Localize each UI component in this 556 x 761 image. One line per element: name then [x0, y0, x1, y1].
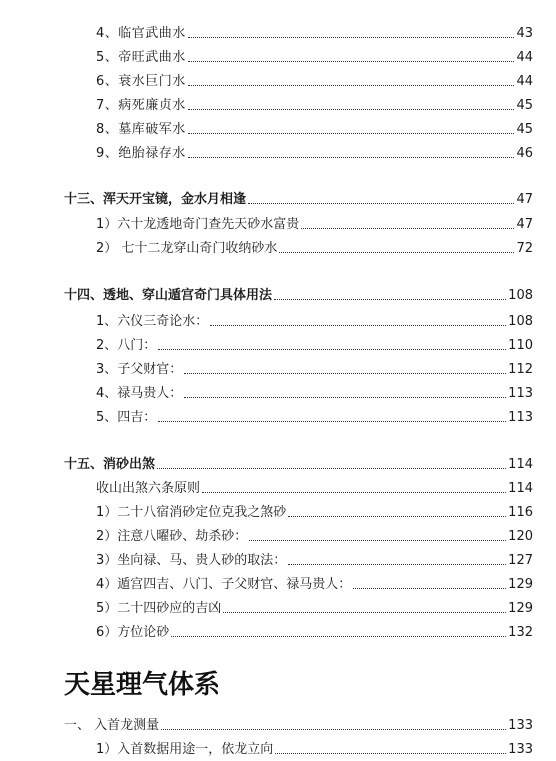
toc-entry-page: 108 — [508, 314, 533, 329]
toc-entry-page: 114 — [508, 457, 533, 472]
toc-entry-page: 45 — [516, 122, 533, 137]
chapter-heading: 天星理气体系 — [64, 670, 221, 700]
toc-entry[interactable] — [96, 738, 533, 758]
toc-entry-page: 72 — [516, 241, 533, 256]
toc-entry[interactable] — [96, 46, 533, 66]
dot-leader — [171, 636, 506, 637]
toc-entry-page: 114 — [508, 481, 533, 496]
toc-entry[interactable] — [96, 118, 533, 138]
toc-entry-label: 2、八门： — [96, 338, 157, 353]
toc-section-15[interactable] — [64, 453, 533, 473]
toc-section-14[interactable] — [64, 284, 533, 304]
toc-entry-page: 129 — [508, 601, 533, 616]
toc-entry-label: 6、衰水巨门水 — [96, 74, 186, 89]
toc-entry[interactable] — [96, 310, 533, 330]
toc-entry[interactable] — [96, 70, 533, 90]
dot-leader — [353, 588, 506, 589]
toc-entry[interactable] — [96, 597, 533, 617]
toc-entry-label: 6）方位论砂 — [96, 625, 170, 640]
toc-section-final[interactable] — [64, 714, 533, 734]
toc-entry-page: 43 — [516, 26, 533, 41]
toc-entry-page: 47 — [516, 217, 533, 232]
dot-leader — [301, 228, 514, 229]
toc-entry-label: 4、临官武曲水 — [96, 26, 186, 41]
dot-leader — [202, 492, 506, 493]
toc-entry-page: 113 — [508, 410, 533, 425]
toc-entry[interactable] — [96, 142, 533, 162]
toc-entry[interactable] — [96, 501, 533, 521]
dot-leader — [188, 85, 515, 86]
toc-entry-label: 2）注意八曜砂、劫杀砂： — [96, 529, 248, 544]
toc-entry-label: 2） 七十二龙穿山奇门收纳砂水 — [96, 241, 278, 256]
toc-entry-page: 112 — [508, 362, 533, 377]
toc-entry-label: 5、四吉： — [96, 410, 157, 425]
toc-entry[interactable] — [96, 477, 533, 497]
dot-leader — [249, 540, 506, 541]
dot-leader — [223, 612, 506, 613]
dot-leader — [158, 349, 506, 350]
toc-entry[interactable] — [96, 549, 533, 569]
toc-entry-page: 129 — [508, 577, 533, 592]
toc-entry-page: 133 — [508, 742, 533, 757]
dot-leader — [188, 133, 515, 134]
toc-section-13[interactable] — [64, 188, 533, 208]
toc-entry-label: 4）遁宫四吉、八门、子父财官、禄马贵人： — [96, 577, 352, 592]
toc-entry[interactable] — [96, 22, 533, 42]
toc-section-title: 十四、透地、穿山遁宫奇门具体用法 — [64, 288, 273, 303]
toc-entry[interactable] — [96, 525, 533, 545]
toc-entry-label: 1、六仪三奇论水： — [96, 314, 209, 329]
toc-entry-label: 9、绝胎禄存水 — [96, 146, 186, 161]
dot-leader — [288, 564, 506, 565]
toc-entry-label: 3、子父财官： — [96, 362, 183, 377]
dot-leader — [157, 468, 506, 469]
toc-entry-page: 47 — [516, 192, 533, 207]
dot-leader — [248, 203, 514, 204]
toc-entry-page: 116 — [508, 505, 533, 520]
dot-leader — [184, 373, 506, 374]
toc-entry[interactable] — [96, 382, 533, 402]
toc-entry-label: 1）入首数据用途一，依龙立向 — [96, 742, 274, 757]
dot-leader — [288, 516, 506, 517]
toc-entry[interactable] — [96, 94, 533, 114]
dot-leader — [188, 109, 515, 110]
toc-entry[interactable] — [96, 237, 533, 257]
toc-entry-label: 3）坐向禄、马、贵人砂的取法： — [96, 553, 287, 568]
dot-leader — [188, 157, 515, 158]
toc-entry[interactable] — [96, 213, 533, 233]
toc-entry-page: 45 — [516, 98, 533, 113]
dot-leader — [188, 61, 515, 62]
toc-entry-page: 120 — [508, 529, 533, 544]
dot-leader — [158, 421, 506, 422]
toc-section-title: 一、 入首龙测量 — [64, 718, 160, 733]
toc-entry-page: 113 — [508, 386, 533, 401]
toc-entry-page: 108 — [508, 288, 533, 303]
toc-entry[interactable] — [96, 358, 533, 378]
toc-entry-label: 收山出煞六条原则 — [96, 481, 201, 496]
toc-entry-page: 133 — [508, 718, 533, 733]
toc-entry-label: 1）六十龙透地奇门查先天砂水富贵 — [96, 217, 300, 232]
toc-entry[interactable] — [96, 406, 533, 426]
toc-entry-label: 5、帝旺武曲水 — [96, 50, 186, 65]
toc-entry-label: 8、墓库破军水 — [96, 122, 186, 137]
toc-entry[interactable] — [96, 621, 533, 641]
toc-entry-page: 44 — [516, 50, 533, 65]
toc-section-title: 十五、消砂出煞 — [64, 457, 156, 472]
toc-entry[interactable] — [96, 334, 533, 354]
dot-leader — [210, 325, 506, 326]
toc-entry-label: 4、禄马贵人： — [96, 386, 183, 401]
dot-leader — [275, 753, 506, 754]
dot-leader — [184, 397, 506, 398]
toc-section-title: 十三、浑天开宝镜，金水月相逢 — [64, 192, 247, 207]
toc-entry-label: 7、病死廉贞水 — [96, 98, 186, 113]
toc-entry-label: 5）二十四砂应的吉凶 — [96, 601, 222, 616]
toc-entry-page: 46 — [516, 146, 533, 161]
toc-entry-page: 132 — [508, 625, 533, 640]
toc-entry[interactable] — [96, 573, 533, 593]
dot-leader — [161, 729, 506, 730]
dot-leader — [188, 37, 515, 38]
toc-entry-page: 127 — [508, 553, 533, 568]
toc-entry-page: 44 — [516, 74, 533, 89]
dot-leader — [279, 252, 514, 253]
dot-leader — [274, 299, 506, 300]
toc-entry-label: 1）二十八宿消砂定位克我之煞砂 — [96, 505, 287, 520]
toc-entry-page: 110 — [508, 338, 533, 353]
